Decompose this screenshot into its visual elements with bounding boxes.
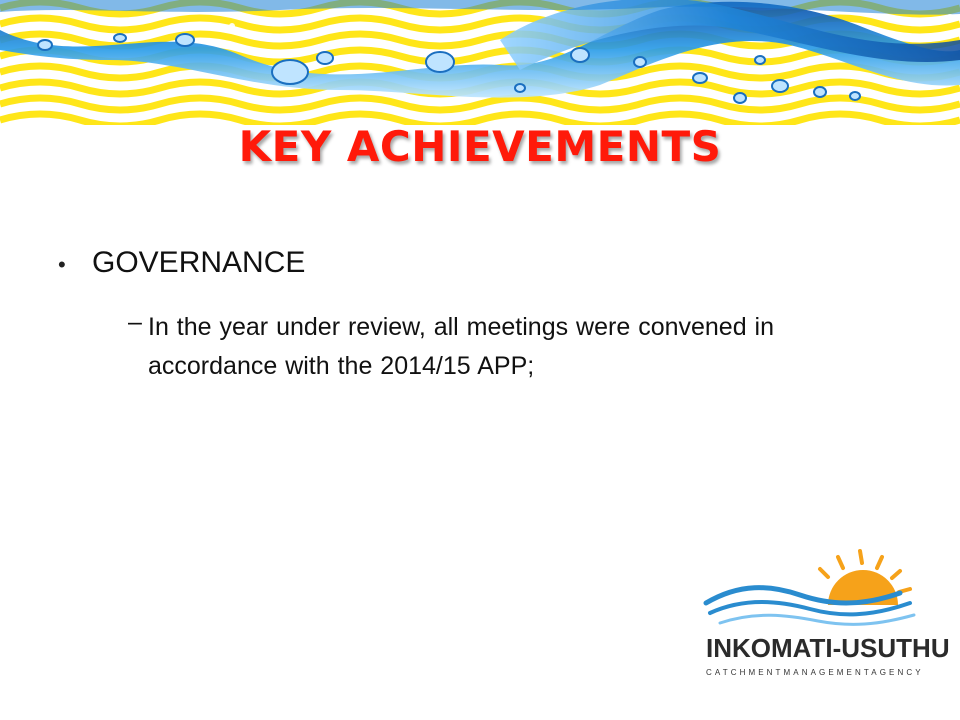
en-dash-icon: –: [128, 308, 142, 336]
logo-tagline: CATCHMENTMANAGEMENTAGENCY: [706, 668, 924, 677]
water-wave-banner: [0, 0, 960, 125]
sub-bullet-meetings: [128, 308, 868, 386]
slide-title: KEY ACHIEVEMENTS: [238, 122, 722, 171]
bullet-text: GOVERNANCE: [92, 246, 306, 279]
bullet-governance: [58, 246, 305, 280]
sub-bullet-text: In the year under review, all meetings were convened in accordance with the 2014/15 APP;: [148, 313, 775, 380]
logo-name: INKOMATI-USUTHU: [706, 633, 950, 663]
bullet-dot-icon: •: [58, 252, 66, 277]
inkomati-usuthu-logo: [700, 545, 930, 685]
